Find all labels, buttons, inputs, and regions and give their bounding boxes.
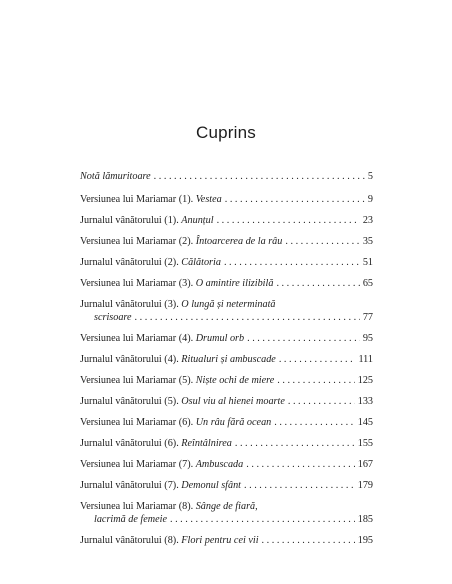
entry-italic: Sânge de fiară, <box>195 501 258 512</box>
dot-leader <box>279 353 356 366</box>
entry-continuation <box>80 513 373 526</box>
dot-leader <box>244 479 355 492</box>
toc-entry[interactable] <box>80 256 373 269</box>
entry-italic: Ambuscada <box>195 459 244 470</box>
toc-entry[interactable] <box>80 193 373 206</box>
dot-leader <box>274 416 354 429</box>
dot-leader <box>217 214 360 227</box>
entry-italic: Osul viu al hienei moarte <box>181 396 285 407</box>
toc-entry[interactable] <box>80 534 373 547</box>
page-number: 111 <box>358 354 373 365</box>
dot-leader <box>246 458 354 471</box>
toc-entry[interactable] <box>80 298 373 324</box>
entry-italic-continued: scrisoare <box>94 312 132 323</box>
entry-title <box>80 395 285 408</box>
page-number: 35 <box>362 236 373 247</box>
entry-italic: Reîntâlnirea <box>181 438 232 449</box>
dot-leader <box>225 193 365 206</box>
entry-italic: Anunțul <box>181 215 214 226</box>
page-title: Cuprins <box>196 123 256 142</box>
page-number: 51 <box>362 257 373 268</box>
entry-prefix: Jurnalul vânătorului (2). <box>80 257 182 268</box>
toc-entry[interactable] <box>80 479 373 492</box>
entry-italic: O lungă și neterminată <box>181 299 276 310</box>
entry-title <box>80 170 151 183</box>
entry-prefix: Jurnalul vânătorului (3). <box>80 299 182 310</box>
page-number: 125 <box>357 375 373 386</box>
entry-continuation <box>80 311 373 324</box>
entry-prefix: Versiunea lui Mariamar (3). <box>80 278 196 289</box>
page-number: 155 <box>357 438 373 449</box>
dot-leader <box>135 311 360 324</box>
page-number: 185 <box>357 514 373 525</box>
page-number: 167 <box>357 459 373 470</box>
entry-italic: Demonul sfânt <box>181 480 242 491</box>
entry-prefix: Versiunea lui Mariamar (2). <box>80 236 196 247</box>
toc-entry[interactable] <box>80 332 373 345</box>
toc-entry[interactable] <box>80 277 373 290</box>
toc-entry[interactable] <box>80 416 373 429</box>
toc-entry[interactable] <box>80 235 373 248</box>
entry-italic: Călătoria <box>181 257 221 268</box>
page-number: 65 <box>362 278 373 289</box>
table-of-contents <box>80 170 373 555</box>
entry-italic: Niște ochi de miere <box>195 375 275 386</box>
dot-leader <box>154 170 365 183</box>
entry-italic: Flori pentru cei vii <box>181 535 259 546</box>
entry-prefix: Jurnalul vânătorului (8). <box>80 535 182 546</box>
entry-italic: Un râu fără ocean <box>195 417 272 428</box>
page-number: 95 <box>362 333 373 344</box>
entry-title <box>80 332 244 345</box>
entry-title <box>80 214 214 227</box>
entry-prefix: Jurnalul vânătorului (1). <box>80 215 182 226</box>
toc-entry[interactable] <box>80 214 373 227</box>
entry-title <box>80 353 276 366</box>
entry-title <box>80 277 273 290</box>
entry-prefix: Versiunea lui Mariamar (6). <box>80 417 196 428</box>
dot-leader <box>235 437 355 450</box>
entry-title <box>80 458 243 471</box>
dot-leader <box>247 332 360 345</box>
entry-italic-continued: lacrimă de femeie <box>94 514 167 525</box>
page-number: 145 <box>357 417 373 428</box>
entry-title <box>80 235 282 248</box>
dot-leader <box>288 395 355 408</box>
entry-italic: Drumul orb <box>195 333 245 344</box>
page-number: 179 <box>357 480 373 491</box>
dot-leader <box>170 513 355 526</box>
entry-italic: Vestea <box>195 194 222 205</box>
entry-italic: Întoarcerea de la râu <box>195 236 283 247</box>
entry-italic: O amintire ilizibilă <box>195 278 274 289</box>
entry-title <box>80 298 373 311</box>
entry-prefix: Versiunea lui Mariamar (5). <box>80 375 196 386</box>
toc-entry[interactable] <box>80 374 373 387</box>
entry-title <box>80 416 271 429</box>
dot-leader <box>285 235 359 248</box>
entry-title <box>80 374 274 387</box>
dot-leader <box>224 256 360 269</box>
dot-leader <box>262 534 355 547</box>
entry-prefix: Versiunea lui Mariamar (4). <box>80 333 196 344</box>
entry-title <box>80 437 232 450</box>
entry-prefix: Jurnalul vânătorului (7). <box>80 480 182 491</box>
page-number: 5 <box>367 171 373 182</box>
page-number: 133 <box>357 396 373 407</box>
page-number: 195 <box>357 535 373 546</box>
entry-title <box>80 193 222 206</box>
toc-entry[interactable] <box>80 395 373 408</box>
entry-italic: Ritualuri și ambuscade <box>181 354 276 365</box>
entry-title <box>80 479 241 492</box>
entry-prefix: Jurnalul vânătorului (6). <box>80 438 182 449</box>
entry-title <box>80 500 373 513</box>
toc-entry[interactable] <box>80 458 373 471</box>
page-number: 23 <box>362 215 373 226</box>
entry-prefix: Jurnalul vânătorului (4). <box>80 354 182 365</box>
toc-entry[interactable] <box>80 353 373 366</box>
toc-entry[interactable] <box>80 437 373 450</box>
entry-italic: Notă lămuritoare <box>80 171 151 182</box>
entry-prefix: Versiunea lui Mariamar (1). <box>80 194 196 205</box>
dot-leader <box>276 277 359 290</box>
entry-title <box>80 534 259 547</box>
entry-prefix: Versiunea lui Mariamar (8). <box>80 501 196 512</box>
toc-entry[interactable] <box>80 500 373 526</box>
page-number: 77 <box>362 312 373 323</box>
toc-entry[interactable] <box>80 170 373 183</box>
entry-prefix: Versiunea lui Mariamar (7). <box>80 459 196 470</box>
entry-prefix: Jurnalul vânătorului (5). <box>80 396 182 407</box>
entry-title <box>80 256 221 269</box>
dot-leader <box>277 374 354 387</box>
page-number: 9 <box>367 194 373 205</box>
